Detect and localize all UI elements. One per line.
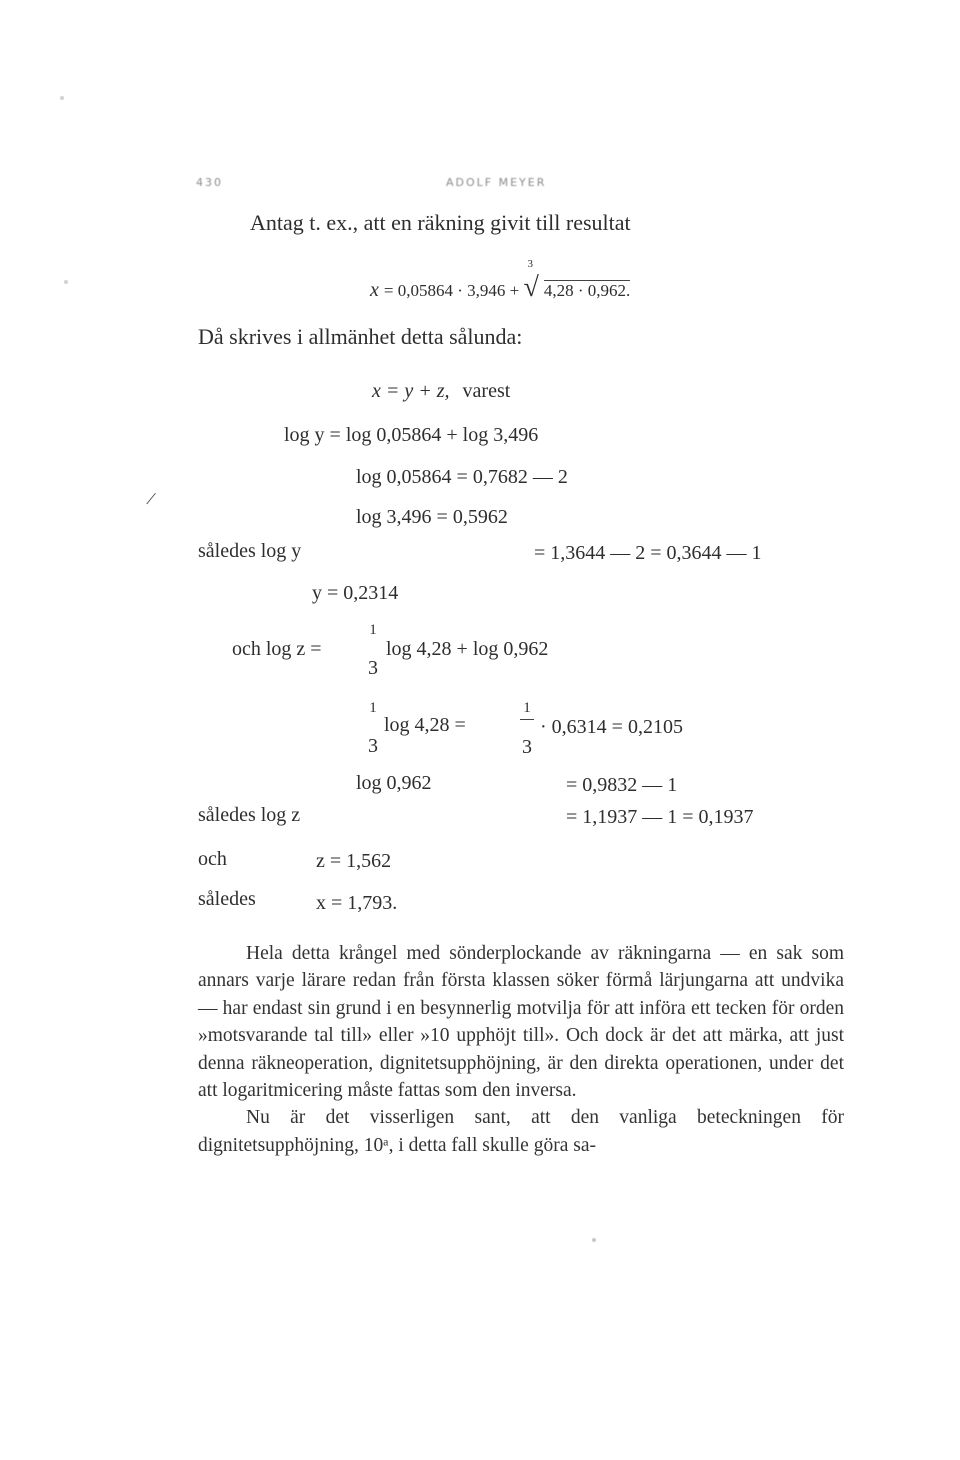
- scan-speck: [64, 280, 68, 284]
- result-log-0-962: = 0,9832 — 1: [566, 774, 678, 796]
- eq-z-value: z = 1,562: [316, 850, 392, 872]
- result-log-z: = 1,1937 — 1 = 0,1937: [566, 806, 754, 828]
- body-text: [198, 940, 844, 1159]
- var-x: x: [370, 279, 379, 301]
- eq-log-0-05864: log 0,05864 = 0,7682 — 2: [356, 466, 568, 488]
- eq-x-sum: [372, 380, 510, 403]
- label-saledes-log-y: således log y: [198, 540, 302, 562]
- frac-left-den: 3: [368, 735, 378, 757]
- eq-y-value: y = 0,2314: [312, 582, 399, 604]
- rhs-log-z: log 4,28 + log 0,962: [386, 638, 549, 660]
- scan-speck: [592, 1238, 596, 1242]
- eq-third-log-4-28: log 4,28 =: [384, 714, 466, 736]
- root-index: 3: [527, 258, 533, 270]
- running-title: ADOLF MEYER: [446, 176, 547, 189]
- fraction-right: [520, 698, 534, 757]
- rhs: = y + z,: [385, 380, 450, 402]
- frac-denominator: 3: [368, 657, 378, 679]
- radicand: 4,28 · 0,962.: [543, 281, 631, 300]
- result-third-log: · 0,6314 = 0,2105: [540, 716, 683, 738]
- fraction-one-third: [366, 620, 380, 678]
- main-expression: [370, 258, 631, 304]
- intro-line: Antag t. ex., att en räkning givit till resultat: [250, 210, 631, 235]
- frac-right-den: 3: [522, 736, 532, 758]
- fraction-left: [366, 698, 380, 756]
- label-och: och: [198, 848, 227, 870]
- label-saledes: således: [198, 888, 256, 910]
- eq-log-y: log y = log 0,05864 + log 3,496: [284, 424, 539, 446]
- varest-word: varest: [462, 380, 511, 402]
- margin-mark: /: [144, 487, 158, 511]
- paragraph-2: Nu är det visserligen sant, att den vanliga beteckningen för dignitetsupphöjning, 10ᵃ, i detta fall skulle göra sa-: [198, 1107, 844, 1156]
- lhs-var: x: [372, 380, 381, 402]
- label-saledes-log-z: således log z: [198, 804, 301, 826]
- page-number: 430: [196, 176, 223, 189]
- radical-sign: √: [523, 272, 539, 303]
- eq-log-3-496: log 3,496 = 0,5962: [356, 506, 508, 528]
- cube-root: [523, 258, 539, 304]
- scan-speck: [60, 96, 64, 100]
- written-intro: Då skrives i allmänhet detta sålunda:: [198, 324, 523, 349]
- paragraph-1: Hela detta krångel med sönderplockande av räkningarna — en sak som annars varje lärare redan från första klassen söker förmå lärjungarna att undvika — har endast sin grund i en besynnerlig motvilja för att införa ett tecken för orden »motsvarande tal till» eller »10 upphöjt till». Och dock är det att märka, att just denna räkneoperation, dignitetsupphöjning, är den direkta operationen, under det att logaritmicering måste fattas som den inversa.: [198, 943, 844, 1102]
- eq-x-value: x = 1,793.: [316, 892, 398, 914]
- frac-left-num: 1: [369, 700, 377, 716]
- expr-terms: = 0,05864 · 3,946 +: [383, 281, 524, 300]
- frac-right-num: 1: [523, 700, 531, 716]
- eq-log-0-962: log 0,962: [356, 772, 432, 794]
- frac-numerator: 1: [369, 622, 377, 638]
- label-och-log-z: och log z =: [232, 638, 322, 660]
- result-log-y: = 1,3644 — 2 = 0,3644 — 1: [534, 542, 762, 564]
